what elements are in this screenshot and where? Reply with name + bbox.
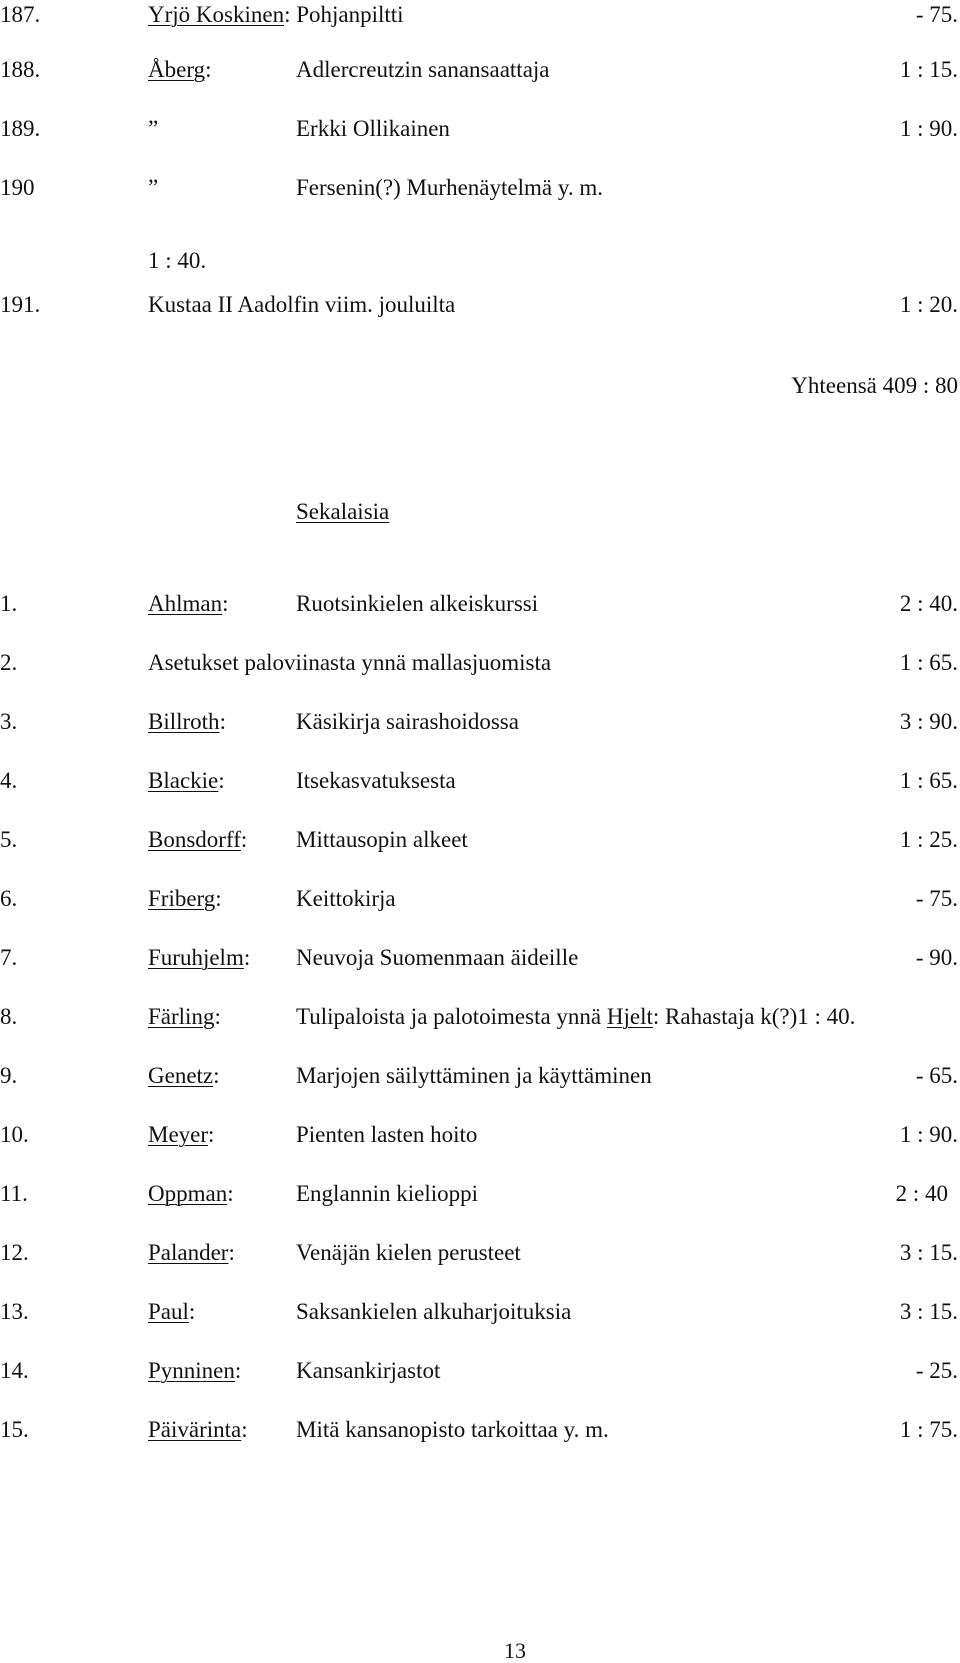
author-separator: : <box>240 827 248 852</box>
list-item <box>0 1179 960 1209</box>
entry-author <box>148 1238 235 1268</box>
author-separator: : <box>222 591 229 616</box>
second-author-separator: : <box>652 1004 660 1029</box>
list-item <box>0 589 960 619</box>
entry-price: 1 : 65. <box>899 768 958 793</box>
list-item <box>0 1415 960 1445</box>
entry-number: 3. <box>0 709 18 734</box>
entry-price: 3 : 15. <box>899 1240 958 1265</box>
author-name: Furuhjelm <box>148 945 244 970</box>
entry-author <box>148 766 225 796</box>
entry-title: Käsikirja sairashoidossa <box>296 709 519 734</box>
author-name: Åberg <box>148 57 206 82</box>
author-separator: : <box>214 1004 221 1029</box>
entry-title: Saksankielen alkuharjoituksia <box>296 1299 572 1324</box>
entry-price: 3 : 90. <box>899 709 958 734</box>
author-name: Päivärinta <box>148 1417 242 1442</box>
entry-author <box>148 0 404 30</box>
author-name: Meyer <box>148 1122 209 1147</box>
entry-title: Kustaa II Aadolfin viim. jouluilta <box>148 292 456 317</box>
entry-author <box>148 825 247 855</box>
list-item <box>0 943 960 973</box>
entry-title-text: Tulipaloista ja palotoimesta ynnä <box>296 1004 602 1029</box>
author-name: Billroth <box>148 709 220 734</box>
entry-title: Kansankirjastot <box>296 1358 441 1383</box>
author-separator: : <box>227 1181 234 1206</box>
entry-author <box>148 1002 221 1032</box>
author-separator: : <box>188 1299 196 1324</box>
entry-author <box>148 707 226 737</box>
list-item <box>0 648 960 678</box>
entry-number: 12. <box>0 1240 29 1265</box>
section-total: Yhteensä 409 : 80 <box>791 373 958 398</box>
entry-price: 1 : 15. <box>899 57 958 82</box>
entry-author <box>148 1120 214 1150</box>
author-name: Palander <box>148 1240 229 1265</box>
list-item <box>0 173 960 203</box>
entry-number: 8. <box>0 1004 18 1029</box>
entry-author <box>148 589 229 619</box>
entry-author <box>148 943 250 973</box>
author-name: Färling <box>148 1004 215 1029</box>
second-author-name: Hjelt <box>606 1004 653 1029</box>
entry-price: - 25. <box>915 1358 958 1383</box>
entry-title: Asetukset paloviinasta ynnä mallasjuomista <box>148 650 552 675</box>
author-separator: : <box>284 2 291 27</box>
list-item <box>0 1297 960 1327</box>
entry-price: 1 : 90. <box>899 1122 958 1147</box>
entry-title: Pienten lasten hoito <box>296 1122 478 1147</box>
entry-price: 1 : 40. <box>797 1004 856 1029</box>
author-separator: : <box>215 886 222 911</box>
entry-author <box>148 1356 241 1386</box>
second-title-text: Rahastaja k(?) <box>665 1004 798 1029</box>
author-name: Pynninen <box>148 1358 235 1383</box>
entry-price: 1 : 20. <box>899 292 958 317</box>
list-item <box>0 707 960 737</box>
entry-title: Keittokirja <box>296 886 396 911</box>
list-item <box>0 1238 960 1268</box>
entry-number: 6. <box>0 886 18 911</box>
entry-title: Itsekasvatuksesta <box>296 768 456 793</box>
entry-price: - 65. <box>915 1063 958 1088</box>
entry-title: Marjojen säilyttäminen ja käyttäminen <box>296 1063 652 1088</box>
author-separator: : <box>218 768 225 793</box>
entry-title: Erkki Ollikainen <box>296 116 450 141</box>
author-separator: : <box>241 1417 248 1442</box>
author-separator: : <box>213 1063 220 1088</box>
entry-title: Pohjanpiltti <box>296 2 404 27</box>
author-separator: : <box>228 1240 235 1265</box>
entry-author <box>148 1297 195 1327</box>
entry-title <box>296 1002 855 1032</box>
author-name: Yrjö Koskinen <box>148 2 285 27</box>
entry-author <box>148 1179 234 1209</box>
entry-number: 15. <box>0 1417 29 1442</box>
entry-number: 1. <box>0 591 18 616</box>
entry-number: 11. <box>0 1181 28 1206</box>
entry-number: 4. <box>0 768 18 793</box>
entry-number: 10. <box>0 1122 29 1147</box>
entry-number: 187. <box>0 2 41 27</box>
author-separator: : <box>205 57 212 82</box>
entry-author <box>148 1061 220 1091</box>
author-name: Oppman <box>148 1181 228 1206</box>
entry-title: Mittausopin alkeet <box>296 827 468 852</box>
page-number: 13 <box>504 1638 526 1663</box>
entry-number: 13. <box>0 1299 29 1324</box>
author-separator: : <box>208 1122 215 1147</box>
entry-price-continued: 1 : 40. <box>148 248 207 273</box>
entry-author <box>148 1415 248 1445</box>
list-item <box>0 1120 960 1150</box>
entry-title: Neuvoja Suomenmaan äideille <box>296 945 579 970</box>
list-item <box>0 766 960 796</box>
entry-title: Adlercreutzin sanansaattaja <box>296 57 550 82</box>
ditto-mark: ” <box>148 175 159 200</box>
list-item <box>0 1061 960 1091</box>
author-name: Paul <box>148 1299 189 1324</box>
entry-number: 189. <box>0 116 41 141</box>
entry-number: 5. <box>0 827 18 852</box>
entry-number: 2. <box>0 650 18 675</box>
entry-title: Ruotsinkielen alkeiskurssi <box>296 591 539 616</box>
entry-number: 14. <box>0 1358 29 1383</box>
entry-price: - 75. <box>915 2 958 27</box>
author-name: Blackie <box>148 768 219 793</box>
author-separator: : <box>234 1358 242 1383</box>
entry-price: 1 : 90. <box>899 116 958 141</box>
entry-title: Mitä kansanopisto tarkoittaa y. m. <box>296 1417 609 1442</box>
entry-number: 7. <box>0 945 18 970</box>
author-name: Genetz <box>148 1063 214 1088</box>
entry-author <box>148 884 222 914</box>
list-item <box>0 290 960 320</box>
entry-title: Venäjän kielen perusteet <box>296 1240 521 1265</box>
entry-price: 1 : 25. <box>899 827 958 852</box>
list-item <box>0 1002 960 1032</box>
entry-number: 188. <box>0 57 41 82</box>
entry-number: 191. <box>0 292 41 317</box>
author-separator: : <box>219 709 226 734</box>
list-item <box>0 55 960 85</box>
entry-author <box>148 55 211 85</box>
entry-price: 2 : 40 <box>895 1181 948 1206</box>
author-separator: : <box>243 945 251 970</box>
entry-title: Englannin kielioppi <box>296 1181 479 1206</box>
entry-price: 1 : 65. <box>899 650 958 675</box>
entry-price: 3 : 15. <box>899 1299 958 1324</box>
list-item <box>0 884 960 914</box>
entry-number: 190 <box>0 175 35 200</box>
entry-number: 9. <box>0 1063 18 1088</box>
entry-price: - 90. <box>915 945 958 970</box>
author-name: Ahlman <box>148 591 223 616</box>
list-item <box>0 1356 960 1386</box>
list-item <box>0 114 960 144</box>
entry-price: - 75. <box>915 886 958 911</box>
list-item <box>0 825 960 855</box>
entry-price: 1 : 75. <box>899 1417 958 1442</box>
entry-title: Fersenin(?) Murhenäytelmä y. m. <box>296 175 603 200</box>
list-item <box>0 0 960 30</box>
section-heading: Sekalaisia <box>296 499 390 524</box>
author-name: Bonsdorff <box>148 827 241 852</box>
entry-price: 2 : 40. <box>899 591 958 616</box>
author-name: Friberg <box>148 886 216 911</box>
ditto-mark: ” <box>148 116 159 141</box>
